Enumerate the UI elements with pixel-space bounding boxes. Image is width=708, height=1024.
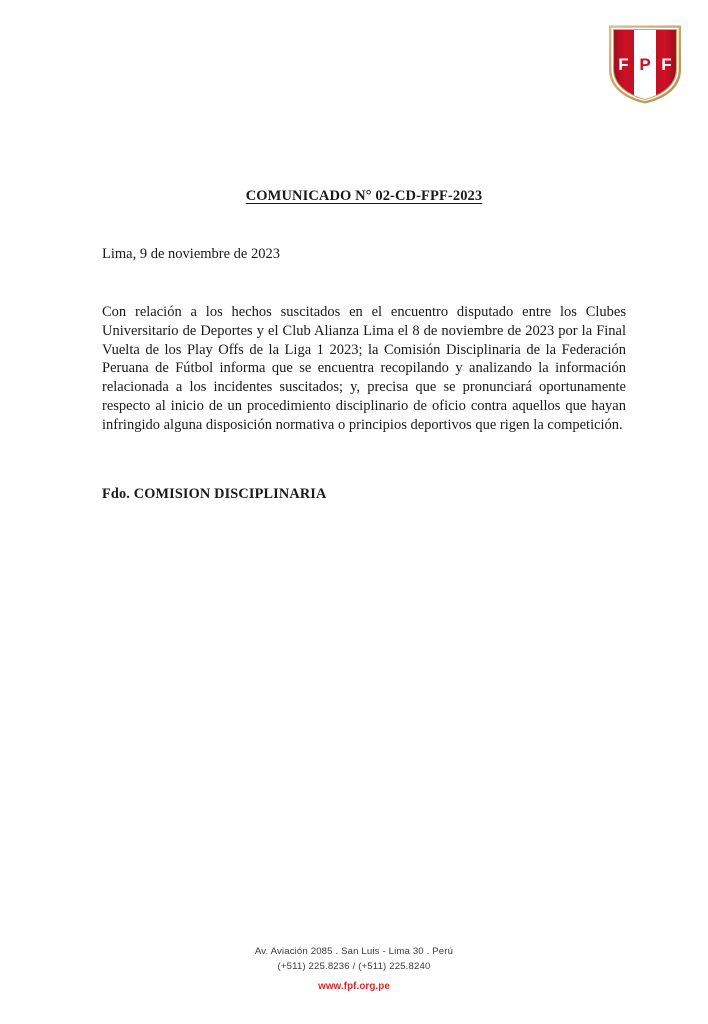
footer-website-link[interactable]: www.fpf.org.pe xyxy=(318,981,390,992)
date-line: Lima, 9 de noviembre de 2023 xyxy=(102,246,280,262)
fpf-shield-logo xyxy=(607,24,683,105)
footer-phones: (+511) 225.8236 / (+511) 225.8240 xyxy=(277,961,431,972)
svg-text:P: P xyxy=(639,55,651,74)
svg-text:F: F xyxy=(618,55,629,74)
signature-line: Fdo. COMISION DISCIPLINARIA xyxy=(102,486,327,502)
document-header xyxy=(0,0,708,130)
svg-text:F: F xyxy=(661,55,672,74)
page-title: COMUNICADO N° 02-CD-FPF-2023 xyxy=(245,188,483,204)
document-footer xyxy=(0,944,708,994)
body-paragraph: Con relación a los hechos suscitados en el encuentro disputado entre los Clubes Universitario de Deportes y el Club Alianza Lima el 8 de noviembre de 2023 por la Final Vuelta de los Play Offs de la Liga 1 2023; la Comisión Disciplinaria de la Federación Peruana de Fútbol informa que se encuentra recopilando y analizando la información relacionada a los incidentes suscitados; y, precisa que se pronunciará oportunamente respecto al inicio de un procedimiento disciplinario de oficio contra aquellos que hayan infringido alguna disposición normativa o principios deportivos que rigen la competición. xyxy=(102,304,626,433)
footer-address: Av. Aviación 2085 . San Luis - Lima 30 . Perú xyxy=(254,946,454,957)
